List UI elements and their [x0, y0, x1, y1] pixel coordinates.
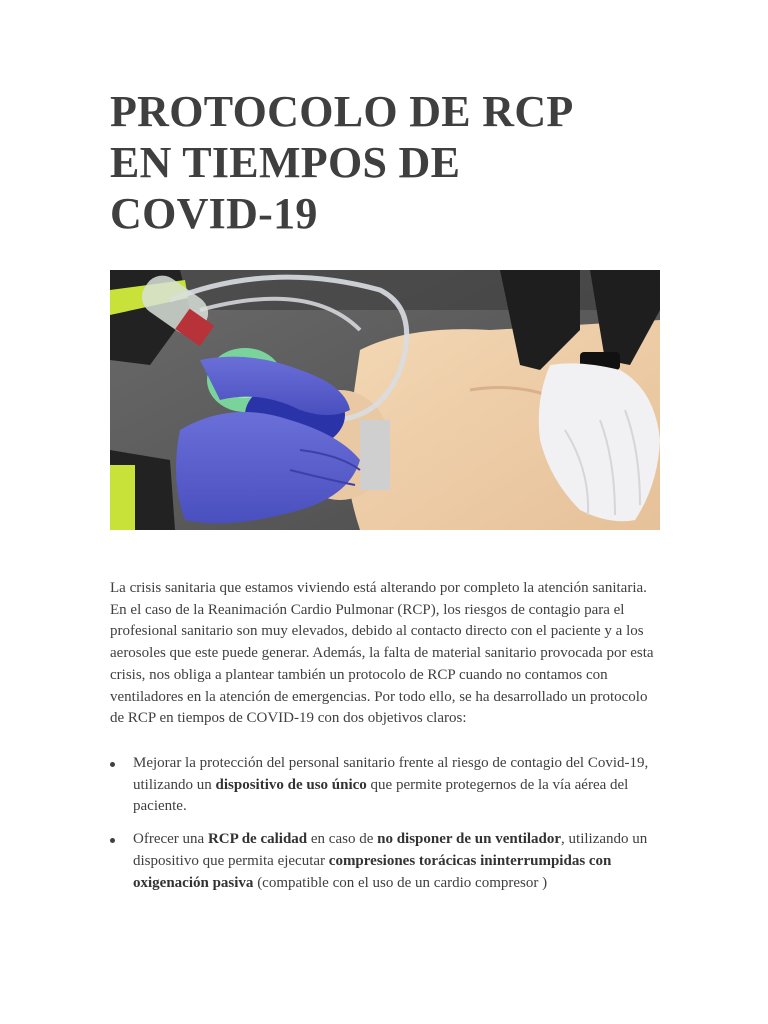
bullet-icon [110, 838, 115, 843]
bold-phrase: RCP de calidad [207, 831, 308, 848]
intro-paragraph: La crisis sanitaria que estamos viviendo está alterando por completo la atención sanitaria. En el caso de la Reanimación Cardio Pulmonar (RCP), los riesgos de contagio para el profesional sanitario son muy elevados, debido al contacto directo con el paciente y a los aerosoles que este puede generar. Además, la falta de material sanitario provocada por esta crisis, nos obliga a plantear también un protocolo de RCP cuando no contamos con ventiladores en la atención de emergencias. Por todo ello, se ha desarrollado un protocolo de RCP en tiempos de COVID-19 con dos objetivos claros: [110, 580, 654, 727]
list-item: Mejorar la protección del personal sanitario frente al riesgo de contagio del Covid-19, utilizando un dispositivo de uso único que permite protegernos de la vía aérea del paciente. [110, 753, 660, 818]
objectives-list [110, 753, 660, 905]
list-item: Ofrecer una RCP de calidad en caso de no disponer de un ventilador, utilizando un dispositivo que permita ejecutar compresiones torácicas ininterrumpidas con oxigenación pasiva (compatible con el uso de un cardio compresor ) [110, 829, 660, 894]
title-line-2: EN TIEMPOS DE [110, 138, 461, 187]
title-line-3: COVID-19 [110, 189, 318, 238]
cpr-training-photo [110, 270, 660, 530]
bold-phrase: compresiones torácicas ininterrumpidas con oxigenación pasiva [133, 852, 612, 891]
title-line-1: PROTOCOLO DE RCP [110, 87, 574, 136]
bold-phrase: dispositivo de uso único [215, 776, 367, 793]
bold-phrase: no disponer de un ventilador [377, 831, 562, 848]
bullet-icon [110, 762, 115, 767]
document-title [110, 86, 670, 239]
